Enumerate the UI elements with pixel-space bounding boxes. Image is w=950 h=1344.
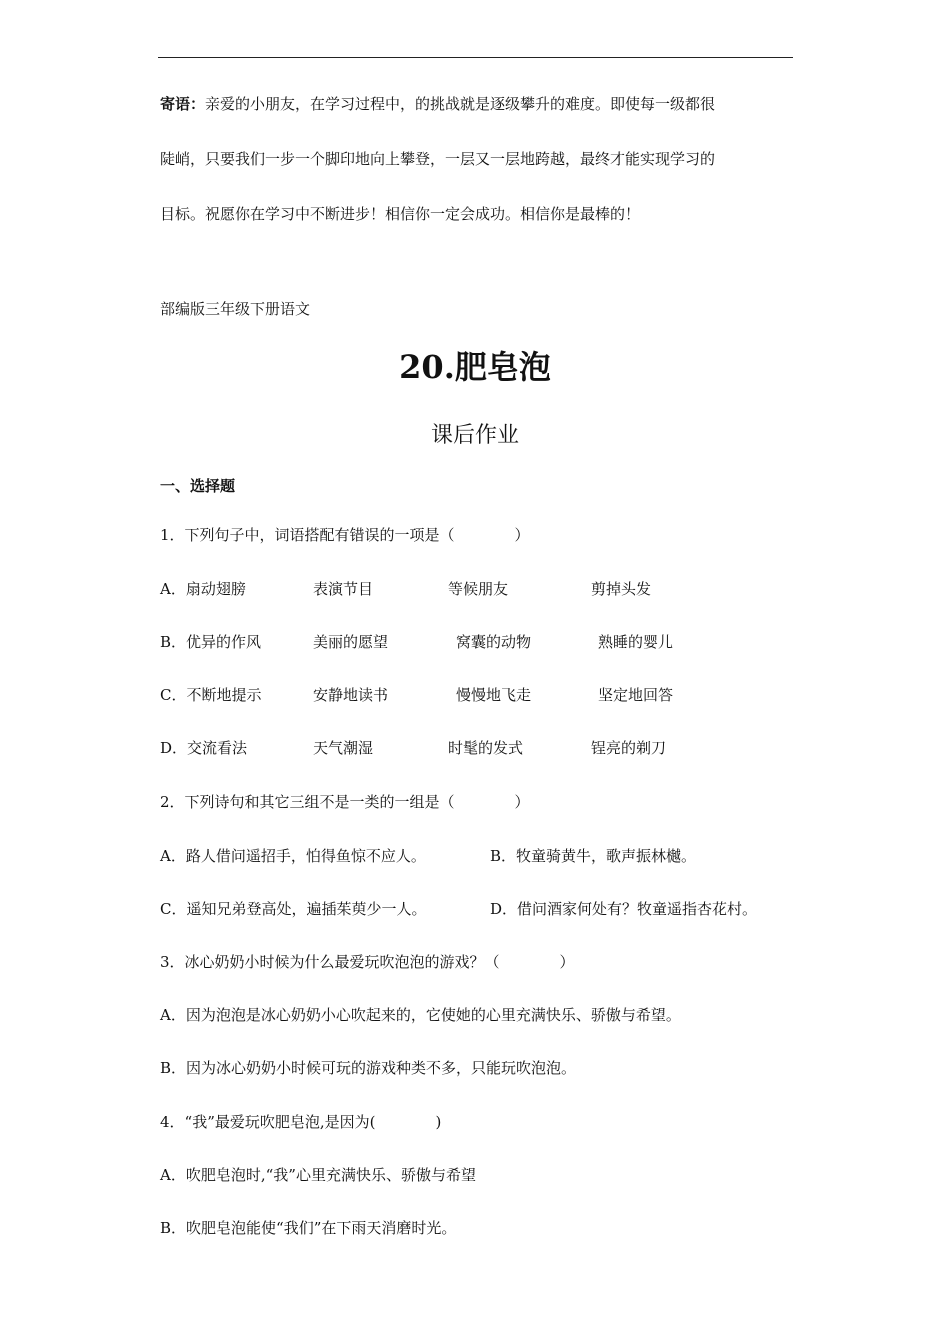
q1-option-c-4: 坚定地回答 <box>598 686 674 704</box>
header-rule <box>158 57 793 58</box>
page-subtitle: 课后作业 <box>430 423 519 448</box>
q4-option-a: A．吹肥皂泡时,“我”心里充满快乐、骄傲与希望 <box>160 1166 476 1184</box>
page-title: 20.肥皂泡 <box>399 348 551 386</box>
q1-stem: 1．下列句子中，词语搭配有错误的一项是（ ） <box>160 526 530 544</box>
q1-option-a-1: A．扇动翅膀 <box>160 580 246 598</box>
q1-option-a-4: 剪掉头发 <box>591 580 652 598</box>
intro-text-1: 亲爱的小朋友，在学习过程中，的挑战就是逐级攀升的难度。即使每一级都很 <box>205 95 716 113</box>
q2-option-b: B．牧童骑黄牛，歌声振林樾。 <box>490 847 697 865</box>
q1-option-a-3: 等候朋友 <box>448 580 509 598</box>
q1-option-c-3: 慢慢地飞走 <box>456 686 532 704</box>
q1-option-d-2: 天气潮湿 <box>313 739 374 757</box>
q3-option-a: A．因为泡泡是冰心奶奶小心吹起来的，它使她的心里充满快乐、骄傲与希望。 <box>160 1006 681 1024</box>
q1-option-b-2: 美丽的愿望 <box>313 633 389 651</box>
q1-option-c-1: C．不断地提示 <box>160 686 262 704</box>
q3-stem: 3．冰心奶奶小时候为什么最爱玩吹泡泡的游戏？（ ） <box>160 953 575 971</box>
q1-option-d-1: D．交流看法 <box>160 739 248 757</box>
q1-option-b-3: 窝囊的动物 <box>456 633 532 651</box>
intro-line-3: 目标。祝愿你在学习中不断进步！相信你一定会成功。相信你是最棒的！ <box>160 205 641 223</box>
q2-option-c: C．遥知兄弟登高处，遍插茱萸少一人。 <box>160 900 427 918</box>
intro-line-2: 陡峭，只要我们一步一个脚印地向上攀登，一层又一层地跨越，最终才能实现学习的 <box>160 150 716 168</box>
q1-option-b-1: B．优异的作风 <box>160 633 262 651</box>
intro-label: 寄语： <box>160 95 206 113</box>
q2-stem: 2．下列诗句和其它三组不是一类的一组是（ ） <box>160 793 530 811</box>
q1-option-b-4: 熟睡的婴儿 <box>598 633 674 651</box>
q3-option-b: B．因为冰心奶奶小时候可玩的游戏种类不多，只能玩吹泡泡。 <box>160 1059 577 1077</box>
q2-option-a: A．路人借问遥招手，怕得鱼惊不应人。 <box>160 847 426 865</box>
intro-line-1 <box>160 93 800 114</box>
q2-option-d: D．借问酒家何处有？牧童遥指杏花村。 <box>490 900 758 918</box>
q1-option-c-2: 安静地读书 <box>313 686 389 704</box>
subject-label: 部编版三年级下册语文 <box>160 300 311 318</box>
q1-option-d-4: 锃亮的剃刀 <box>591 739 667 757</box>
section-heading: 一、选择题 <box>160 477 236 495</box>
q1-option-a-2: 表演节目 <box>313 580 374 598</box>
q4-option-b: B．吹肥皂泡能使“我们”在下雨天消磨时光。 <box>160 1219 457 1237</box>
q1-option-d-3: 时髦的发式 <box>448 739 524 757</box>
q4-stem: 4．“我”最爱玩吹肥皂泡,是因为( ) <box>160 1113 442 1131</box>
